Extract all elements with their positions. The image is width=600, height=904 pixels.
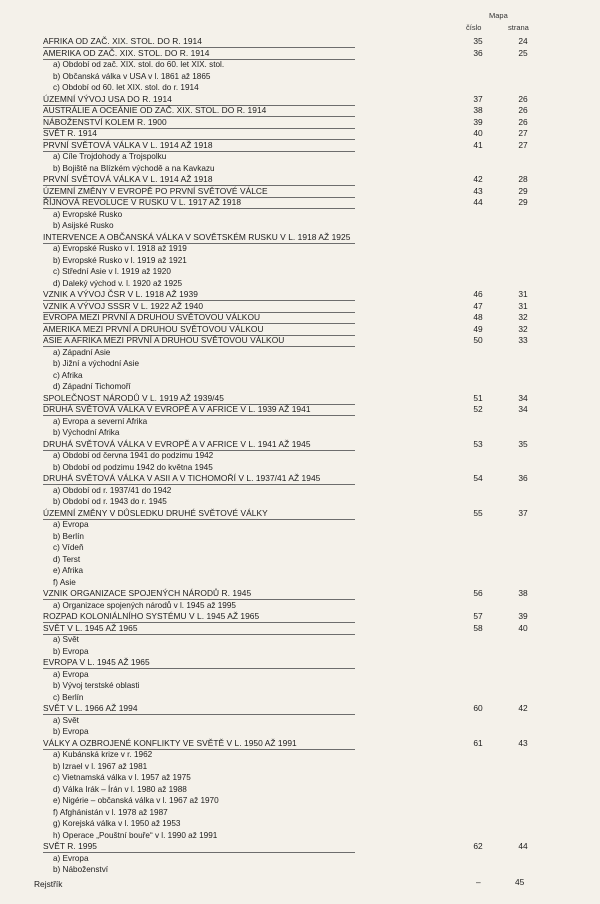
index-subentry	[0, 634, 600, 646]
map-number: 40	[473, 128, 483, 138]
page-number: 44	[518, 841, 528, 851]
index-subentry	[0, 278, 600, 290]
map-number: 58	[473, 622, 483, 633]
index-entry	[0, 105, 600, 117]
page-number: 26	[518, 93, 528, 104]
index-subentry	[0, 485, 600, 497]
index-entry	[0, 335, 600, 347]
index-subentry	[0, 715, 600, 727]
subentry-text: h) Operace „Pouštní bouře“ v l. 1990 až 1991	[53, 830, 218, 840]
index-entry	[0, 301, 600, 313]
entry-title: INTERVENCE A OBČANSKÁ VÁLKA V SOVĚTSKÉM RUSKU V L. 1918 AŽ 1925	[43, 231, 351, 242]
entry-title: DRUHÁ SVĚTOVÁ VÁLKA V ASII A V TICHOMOŘÍ V L. 1937/41 AŽ 1945	[43, 473, 321, 483]
subentry-text: a) Evropa	[53, 520, 89, 529]
map-number: 39	[473, 116, 483, 127]
footer-page: 45	[515, 877, 525, 887]
index-subentry	[0, 416, 600, 428]
map-number: 52	[473, 404, 483, 414]
subentry-text: b) Jižní a východní Asie	[53, 359, 140, 368]
subentry-text: d) Terst	[53, 554, 81, 564]
map-number: 42	[473, 174, 483, 184]
entry-title: SVĚT R. 1995	[43, 841, 97, 851]
subentry-text: a) Kubánská krize v r. 1962	[53, 750, 153, 759]
index-subentry	[0, 462, 600, 474]
page-number: 27	[518, 128, 528, 138]
entry-title: SVĚT V L. 1945 AŽ 1965	[43, 622, 138, 633]
map-number: 57	[473, 611, 483, 621]
subentry-text: a) Evropské Rusko v l. 1918 až 1919	[53, 244, 187, 253]
entry-title: EVROPA V L. 1945 AŽ 1965	[43, 657, 150, 667]
subentry-text: b) Náboženství	[53, 865, 109, 874]
subentry-text: a) Období od zač. XIX. stol. do 60. let XIX. stol.	[53, 60, 225, 69]
index-subentry	[0, 830, 600, 842]
index-entry	[0, 232, 600, 244]
index-entry	[0, 703, 600, 715]
index-subentry	[0, 450, 600, 462]
index-subentry	[0, 784, 600, 796]
index-subentry	[0, 692, 600, 704]
index-subentry	[0, 600, 600, 612]
page-number: 26	[518, 116, 528, 127]
entry-title: AMERIKA MEZI PRVNÍ A DRUHOU SVĚTOVOU VÁLKOU	[43, 323, 264, 334]
map-number: 56	[473, 588, 483, 598]
entry-title: VZNIK A VÝVOJ SSSR V L. 1922 AŽ 1940	[43, 300, 204, 311]
index-subentry	[0, 726, 600, 738]
index-entry	[0, 117, 600, 129]
map-number: 43	[473, 185, 483, 196]
subentry-text: a) Svět	[53, 635, 79, 644]
subentry-text: a) Období od června 1941 do podzimu 1942	[53, 451, 214, 460]
page-number: 28	[518, 174, 528, 184]
map-number: 60	[473, 703, 483, 713]
index-subentry	[0, 71, 600, 83]
index-subentry	[0, 151, 600, 163]
header-cislo: číslo	[466, 23, 482, 32]
entry-title: VZNIK A VÝVOJ ČSR V L. 1918 AŽ 1939	[43, 289, 198, 299]
subentry-text: b) Období od podzimu 1942 do května 1945	[53, 462, 213, 472]
entry-title: ROZPAD KOLONIÁLNÍHO SYSTÉMU V L. 1945 AŽ 1965	[43, 611, 260, 621]
page-number: 25	[518, 47, 528, 58]
subentry-text: b) Evropské Rusko v l. 1919 až 1921	[53, 255, 187, 265]
index-entry	[0, 197, 600, 209]
index-subentry	[0, 680, 600, 692]
page-number: 29	[518, 185, 528, 196]
index-subentry	[0, 255, 600, 267]
index-subentry	[0, 554, 600, 566]
index-entry	[0, 657, 600, 669]
index-subentry	[0, 163, 600, 175]
entry-title: ÚZEMNÍ VÝVOJ USA DO R. 1914	[43, 93, 172, 104]
index-subentry	[0, 542, 600, 554]
index-subentry	[0, 795, 600, 807]
entry-title: SVĚT R. 1914	[43, 128, 97, 138]
entry-title: DRUHÁ SVĚTOVÁ VÁLKA V EVROPĚ A V AFRICE V L. 1941 AŽ 1945	[43, 438, 311, 449]
entry-title: DRUHÁ SVĚTOVÁ VÁLKA V EVROPĚ A V AFRICE V L. 1939 AŽ 1941	[43, 404, 311, 414]
page-number: 42	[518, 703, 528, 713]
subentry-text: a) Západní Asie	[53, 347, 111, 357]
index-entry	[0, 186, 600, 198]
entry-title: VÁLKY A OZBROJENÉ KONFLIKTY VE SVĚTĚ V L. 1950 AŽ 1991	[43, 737, 297, 748]
map-number: 49	[473, 323, 483, 334]
page-number: 37	[518, 507, 528, 518]
index-entry	[0, 623, 600, 635]
index-subentry	[0, 209, 600, 221]
index-subentry	[0, 243, 600, 255]
entry-title: ŘÍJNOVÁ REVOLUCE V RUSKU V L. 1917 AŽ 1918	[43, 197, 242, 207]
map-number: 53	[473, 438, 483, 449]
entry-title: SVĚT V L. 1966 AŽ 1994	[43, 703, 138, 713]
index-subentry	[0, 347, 600, 359]
map-number: 48	[473, 312, 483, 322]
entry-title: PRVNÍ SVĚTOVÁ VÁLKA V L. 1914 AŽ 1918	[43, 139, 213, 150]
index-subentry	[0, 82, 600, 94]
subentry-text: b) Bojiště na Blízkém východě a na Kavkazu	[53, 163, 215, 173]
entry-title: NÁBOŽENSTVÍ KOLEM R. 1900	[43, 116, 167, 127]
index-subentry	[0, 565, 600, 577]
map-number: 47	[473, 300, 483, 311]
index-entry	[0, 312, 600, 324]
page-number: 43	[518, 737, 528, 748]
subentry-text: a) Organizace spojených národů v l. 1945 až 1995	[53, 600, 236, 610]
subentry-text: b) Evropa	[53, 727, 89, 736]
page-number: 31	[518, 300, 528, 311]
index-entry	[0, 508, 600, 520]
index-entry	[0, 738, 600, 750]
subentry-text: c) Období od 60. let XIX. stol. do r. 1914	[53, 83, 199, 92]
index-subentry	[0, 669, 600, 681]
subentry-text: a) Evropa a severní Afrika	[53, 416, 148, 426]
index-entry	[0, 36, 600, 48]
index-subentry	[0, 646, 600, 658]
index-subentry	[0, 496, 600, 508]
map-number: 44	[473, 197, 483, 207]
subentry-text: a) Svět	[53, 715, 79, 725]
map-number: 37	[473, 93, 483, 104]
subentry-text: f) Afghánistán v l. 1978 až 1987	[53, 807, 168, 817]
index-subentry	[0, 818, 600, 830]
map-number: 41	[473, 139, 483, 150]
map-number: 55	[473, 507, 483, 518]
index-entry	[0, 611, 600, 623]
page-number: 31	[518, 289, 528, 299]
index-entry	[0, 473, 600, 485]
entry-title: PRVNÍ SVĚTOVÁ VÁLKA V L. 1914 AŽ 1918	[43, 174, 213, 184]
index-subentry	[0, 761, 600, 773]
map-number: 51	[473, 392, 483, 403]
index-subentry	[0, 531, 600, 543]
page-number: 32	[518, 323, 528, 334]
index-entry	[0, 140, 600, 152]
index-entry	[0, 439, 600, 451]
index-subentry	[0, 864, 600, 876]
entry-title: AUSTRÁLIE A OCEÁNIE OD ZAČ. XIX. STOL. DO R. 1914	[43, 105, 267, 115]
subentry-text: b) Berlín	[53, 531, 84, 541]
subentry-text: b) Vývoj terstské oblasti	[53, 681, 140, 690]
map-number: 62	[473, 841, 483, 851]
index-subentry	[0, 358, 600, 370]
map-number: 35	[473, 36, 483, 46]
index-entry	[0, 324, 600, 336]
index-entry	[0, 588, 600, 600]
header-mapa: Mapa	[489, 11, 508, 20]
index-subentry	[0, 220, 600, 232]
entry-title: AFRIKA OD ZAČ. XIX. STOL. DO R. 1914	[43, 36, 202, 46]
map-number: 38	[473, 105, 483, 115]
index-subentry	[0, 807, 600, 819]
index-entry	[0, 174, 600, 186]
entry-title: SPOLEČNOST NÁRODŮ V L. 1919 AŽ 1939/45	[43, 392, 224, 403]
subentry-text: a) Cíle Trojdohody a Trojspolku	[53, 152, 167, 161]
page-number: 35	[518, 438, 528, 449]
index-subentry	[0, 749, 600, 761]
index-subentry	[0, 427, 600, 439]
subentry-text: b) Východní Afrika	[53, 428, 120, 437]
subentry-text: c) Berlín	[53, 692, 84, 702]
index-entry	[0, 128, 600, 140]
subentry-text: c) Vietnamská válka v l. 1957 až 1975	[53, 773, 191, 782]
page-number: 24	[518, 36, 528, 46]
page-number: 38	[518, 588, 528, 598]
page-number: 34	[518, 392, 528, 403]
page-number: 33	[518, 335, 528, 345]
page-number: 39	[518, 611, 528, 621]
index-subentry	[0, 381, 600, 393]
index-subentry	[0, 266, 600, 278]
map-number: 50	[473, 335, 483, 345]
entry-title: VZNIK ORGANIZACE SPOJENÝCH NÁRODŮ R. 1945	[43, 588, 252, 598]
subentry-text: a) Evropa	[53, 853, 89, 863]
index-subentry	[0, 853, 600, 865]
entry-title: ÚZEMNÍ ZMĚNY V EVROPĚ PO PRVNÍ SVĚTOVÉ VÁLCE	[43, 185, 268, 196]
map-number: 36	[473, 47, 483, 58]
index-entry	[0, 404, 600, 416]
map-number: 54	[473, 473, 483, 483]
page-number: 36	[518, 473, 528, 483]
subentry-text: b) Evropa	[53, 646, 89, 656]
subentry-text: g) Korejská válka v l. 1950 až 1953	[53, 819, 181, 828]
subentry-text: a) Evropské Rusko	[53, 209, 123, 219]
page-number: 32	[518, 312, 528, 322]
subentry-text: b) Období od r. 1943 do r. 1945	[53, 497, 167, 506]
index-entry	[0, 841, 600, 853]
page-number: 40	[518, 622, 528, 633]
index-subentry	[0, 370, 600, 382]
subentry-text: e) Nigérie – občanská válka v l. 1967 až 1970	[53, 796, 219, 805]
subentry-text: e) Afrika	[53, 566, 84, 575]
subentry-text: b) Izrael v l. 1967 až 1981	[53, 761, 148, 771]
header-strana: strana	[508, 23, 529, 32]
subentry-text: c) Vídeň	[53, 543, 84, 552]
subentry-text: d) Západní Tichomoří	[53, 382, 131, 391]
index-entry	[0, 393, 600, 405]
subentry-text: f) Asie	[53, 577, 76, 587]
subentry-text: d) Daleký východ v. l. 1920 až 1925	[53, 278, 183, 288]
subentry-text: b) Asijské Rusko	[53, 221, 114, 230]
subentry-text: a) Evropa	[53, 669, 89, 679]
entry-title: EVROPA MEZI PRVNÍ A DRUHOU SVĚTOVOU VÁLKOU	[43, 312, 261, 322]
entry-title: AMERIKA OD ZAČ. XIX. STOL. DO R. 1914	[43, 47, 210, 58]
index-entry	[0, 48, 600, 60]
index-subentry	[0, 772, 600, 784]
index-entry	[0, 289, 600, 301]
page-number: 34	[518, 404, 528, 414]
page-number: 27	[518, 139, 528, 150]
subentry-text: b) Občanská válka v USA v l. 1861 až 1865	[53, 71, 211, 81]
index-entry	[0, 94, 600, 106]
subentry-text: a) Období od r. 1937/41 do 1942	[53, 485, 172, 495]
subentry-text: c) Afrika	[53, 370, 83, 380]
page-number: 26	[518, 105, 528, 115]
map-number: 46	[473, 289, 483, 299]
subentry-text: c) Střední Asie v l. 1919 až 1920	[53, 267, 171, 276]
entry-title: ASIE A AFRIKA MEZI PRVNÍ A DRUHOU SVĚTOVOU VÁLKOU	[43, 335, 285, 345]
map-number: 61	[473, 737, 483, 748]
index-subentry	[0, 59, 600, 71]
index-subentry	[0, 519, 600, 531]
index-subentry	[0, 577, 600, 589]
subentry-text: d) Válka Irák – Írán v l. 1980 až 1988	[53, 784, 187, 794]
footer-number: –	[476, 877, 481, 887]
entry-title: ÚZEMNÍ ZMĚNY V DŮSLEDKU DRUHÉ SVĚTOVÉ VÁLKY	[43, 507, 268, 518]
footer-label: Rejstřík	[34, 879, 63, 889]
page-number: 29	[518, 197, 528, 207]
